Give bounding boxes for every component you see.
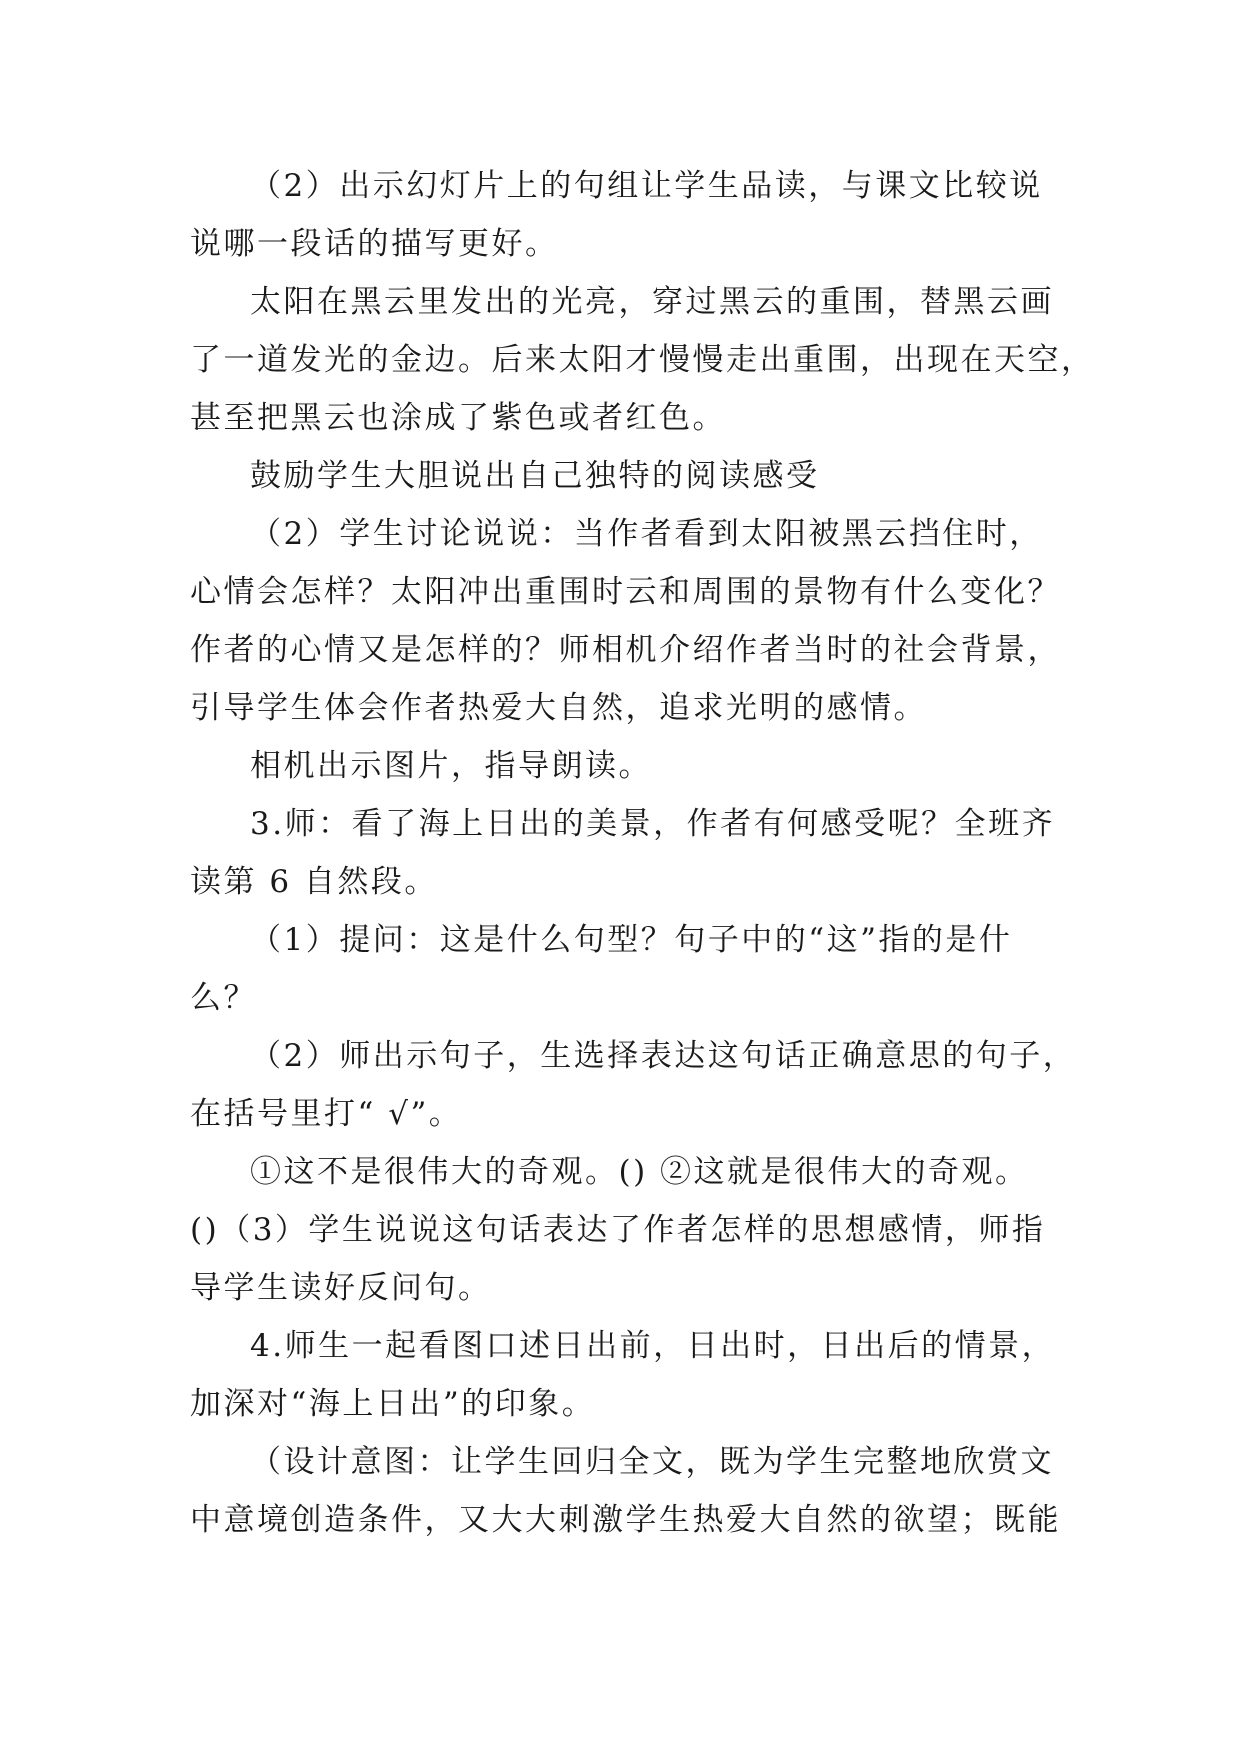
- text-line: 甚至把黑云也涂成了紫色或者红色。: [190, 400, 726, 436]
- text-line: 引导学生体会作者热爱大自然，追求光明的感情。: [190, 690, 927, 726]
- text-line: 太阳在黑云里发出的光亮，穿过黑云的重围，替黑云画: [250, 284, 1054, 320]
- text-line: （1）提问：这是什么句型？句子中的“这”指的是什: [250, 922, 1013, 958]
- text-line: （2）师出示句子，生选择表达这句话正确意思的句子，: [250, 1038, 1077, 1074]
- text-line: 了一道发光的金边。后来太阳才慢慢走出重围，出现在天空，: [190, 342, 1095, 378]
- text-line: 读第 6 自然段。: [190, 864, 438, 900]
- text-line: 么？: [190, 980, 257, 1016]
- text-line: 导学生读好反问句。: [190, 1270, 492, 1306]
- text-line: 中意境创造条件，又大大刺激学生热爱大自然的欲望；既能: [190, 1502, 1061, 1538]
- text-line: 相机出示图片，指导朗读。: [250, 748, 652, 784]
- text-line: （设计意图：让学生回归全文，既为学生完整地欣赏文: [250, 1444, 1054, 1480]
- text-line: 3.师：看了海上日出的美景，作者有何感受呢？全班齐: [250, 806, 1056, 842]
- text-line: 心情会怎样？太阳冲出重围时云和周围的景物有什么变化？: [190, 574, 1061, 610]
- text-line: 加深对“海上日出”的印象。: [190, 1386, 596, 1422]
- text-line: 4.师生一起看图口述日出前，日出时，日出后的情景，: [250, 1328, 1056, 1364]
- text-line: ()（3）学生说说这句话表达了作者怎样的思想感情，师指: [190, 1212, 1046, 1248]
- text-line: （2）出示幻灯片上的句组让学生品读，与课文比较说: [250, 168, 1043, 204]
- text-line: 鼓励学生大胆说出自己独特的阅读感受: [250, 458, 820, 494]
- text-line: ①这不是很伟大的奇观。() ②这就是很伟大的奇观。: [250, 1154, 1029, 1190]
- text-line: （2）学生讨论说说：当作者看到太阳被黑云挡住时，: [250, 516, 1043, 552]
- text-line: 说哪一段话的描写更好。: [190, 226, 559, 262]
- text-line: 作者的心情又是怎样的？师相机介绍作者当时的社会背景，: [190, 632, 1061, 668]
- text-line: 在括号里打“ √”。: [190, 1096, 463, 1132]
